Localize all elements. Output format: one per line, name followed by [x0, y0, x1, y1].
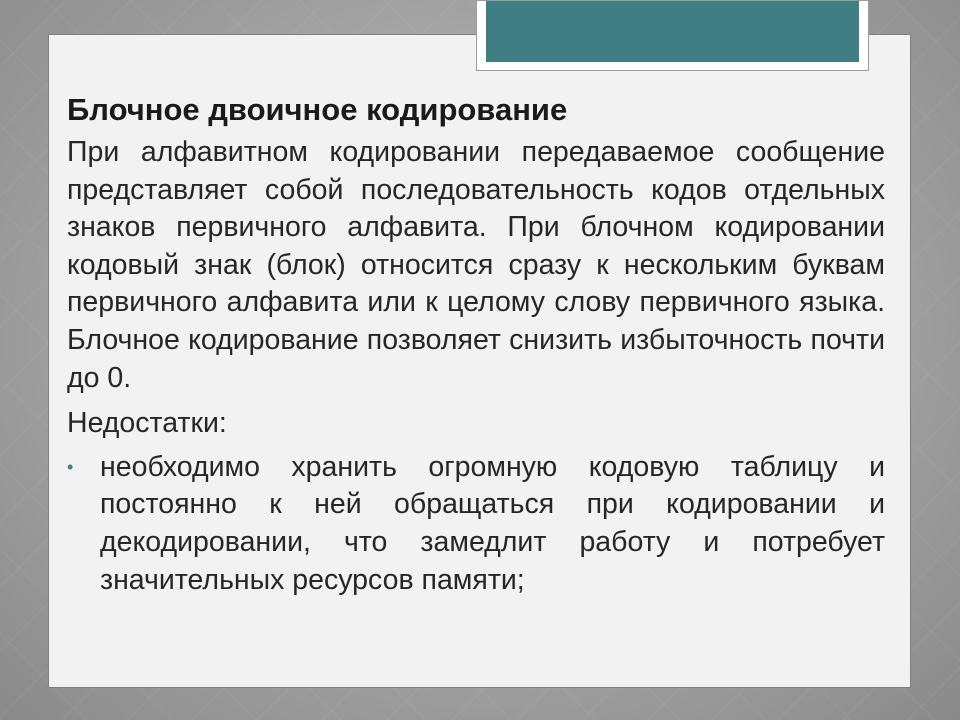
bullet-text: необходимо хранить огромную кодовую таблицу и постоянно к ней обращаться при кодировании и декодировании, что замедлит работу и потребует значительных ресурсов памяти; [100, 450, 885, 596]
title-accent-bar [486, 1, 859, 62]
body-paragraph: При алфавитном кодировании передаваемое сообщение представляет собой последовательность кодов отдельных знаков первичного алфавита. При блочном кодировании кодовый знак (блок) относится сразу к нескольким буквам первичного алфавита или к целому слову первичного языка. Блочное кодирование позволяет снизить избыточность почти до 0. [67, 136, 885, 394]
slide-heading: Блочное двоичное кодирование [67, 92, 568, 127]
title-placeholder-box [476, 0, 869, 71]
bullet-icon: • [67, 456, 74, 477]
slide-content [67, 90, 885, 599]
drawbacks-label: Недостатки: [67, 407, 227, 440]
list-item [67, 449, 885, 599]
